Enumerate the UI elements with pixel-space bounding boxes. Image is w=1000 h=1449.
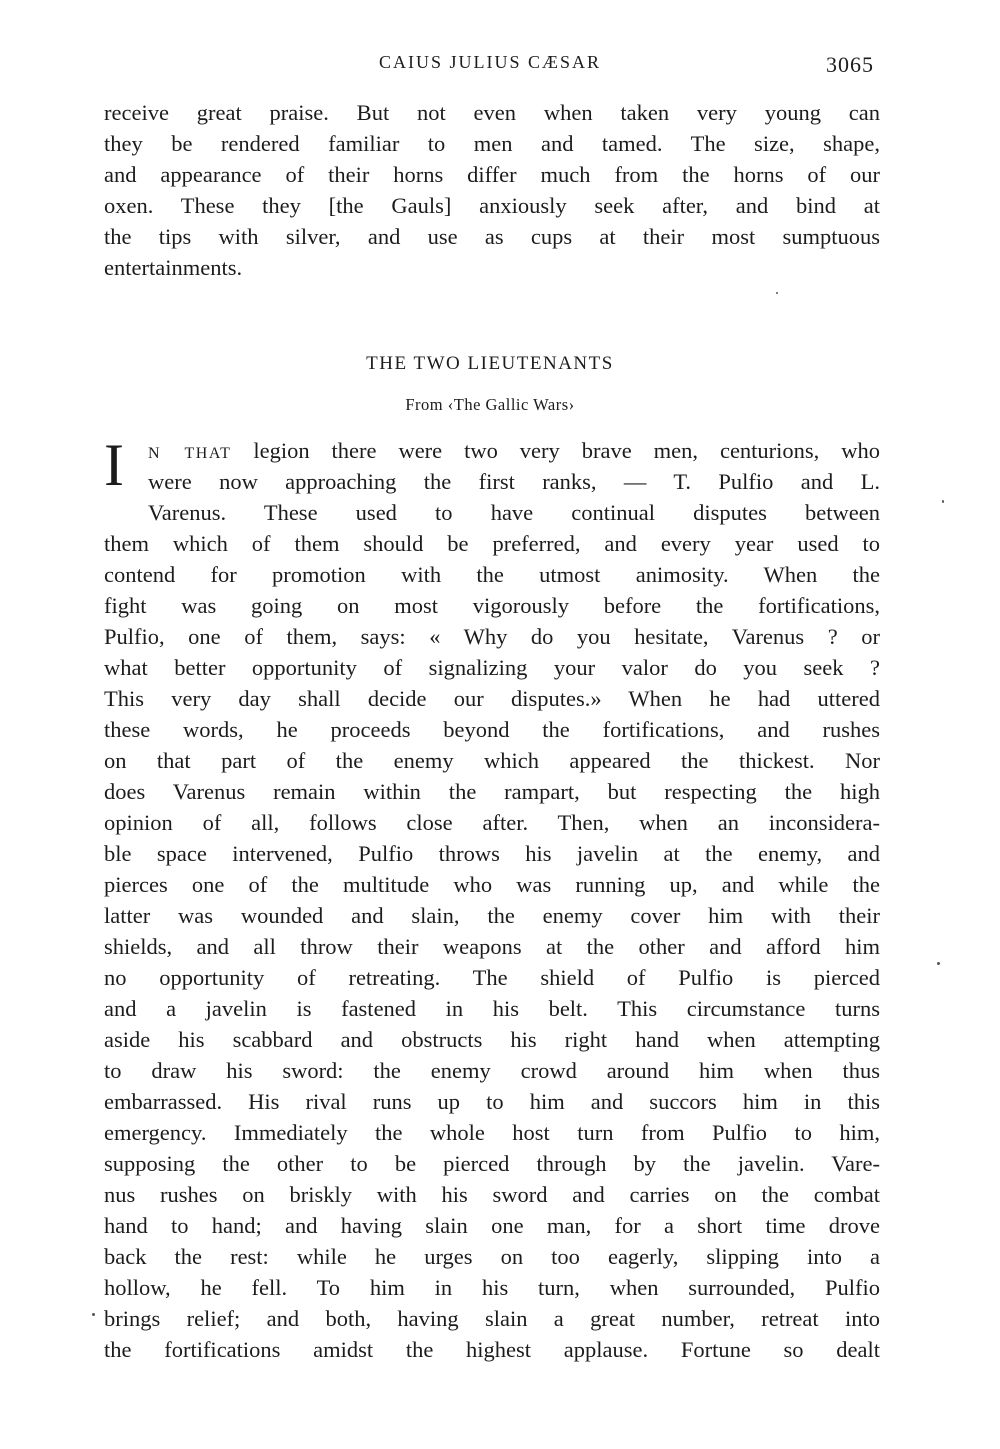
text-line: the fortifications amidst the highest applause. Fortune so dealt <box>104 1337 880 1362</box>
text-line: they be rendered familiar to men and tamed. The size, shape, <box>104 131 880 156</box>
section-subtitle: From ‹The Gallic Wars› <box>405 395 575 414</box>
text-line: what better opportunity of signalizing your valor do you seek ? <box>104 655 880 680</box>
running-title: CAIUS JULIUS CÆSAR <box>378 52 602 72</box>
text-line: brings relief; and both, having slain a great number, retreat into <box>104 1306 880 1331</box>
text-line: were now approaching the first ranks, — T. Pulfio and L. <box>148 469 880 494</box>
scan-speck <box>92 1313 95 1316</box>
text-line: on that part of the enemy which appeared the thickest. Nor <box>104 748 880 773</box>
section-title: THE TWO LIEUTENANTS <box>366 353 614 374</box>
text-line: aside his scabbard and obstructs his right hand when attempting <box>104 1027 880 1052</box>
text-line: shields, and all throw their weapons at the other and afford him <box>104 934 880 959</box>
text-line: them which of them should be preferred, and every year used to <box>104 531 880 556</box>
text-line: these words, he proceeds beyond the fortifications, and rushes <box>104 717 880 742</box>
text-line: latter was wounded and slain, the enemy cover him with their <box>104 903 880 928</box>
text-line: no opportunity of retreating. The shield of Pulfio is pierced <box>104 965 880 990</box>
text-line-first <box>104 435 880 466</box>
text-line: the tips with silver, and use as cups at their most sumptuous <box>104 224 880 249</box>
text-line: supposing the other to be pierced through by the javelin. Vare- <box>104 1151 880 1176</box>
text-line: contend for promotion with the utmost animosity. When the <box>104 562 880 587</box>
scan-speck <box>776 292 778 294</box>
page-number: 3065 <box>826 52 874 77</box>
text-line: and a javelin is fastened in his belt. This circumstance turns <box>104 996 880 1021</box>
text-line: hand to hand; and having slain one man, for a short time drove <box>104 1213 880 1238</box>
intro-paragraph <box>104 97 880 283</box>
running-header <box>0 50 1000 80</box>
text-line: This very day shall decide our disputes.» When he had uttered <box>104 686 880 711</box>
text-line: opinion of all, follows close after. Then, when an inconsidera- <box>104 810 880 835</box>
text-line: fight was going on most vigorously before the fortifications, <box>104 593 880 618</box>
scan-speck <box>942 500 944 503</box>
text-line: hollow, he fell. To him in his turn, when surrounded, Pulfio <box>104 1275 880 1300</box>
text-line: back the rest: while he urges on too eagerly, slipping into a <box>104 1244 880 1269</box>
text-line: nus rushes on briskly with his sword and carries on the combat <box>104 1182 880 1207</box>
drop-cap: I <box>104 432 124 498</box>
text-line: to draw his sword: the enemy crowd around him when thus <box>104 1058 880 1083</box>
first-line-rest: legion there were two very brave men, centurions, who <box>231 438 881 463</box>
text-line: pierces one of the multitude who was running up, and while the <box>104 872 880 897</box>
text-line: does Varenus remain within the rampart, but respecting the high <box>104 779 880 804</box>
story-paragraph <box>104 432 881 1365</box>
text-line: receive great praise. But not even when taken very young can <box>104 100 880 125</box>
text-line: Varenus. These used to have continual disputes between <box>148 500 880 525</box>
text-line: emergency. Immediately the whole host turn from Pulfio to him, <box>104 1120 880 1145</box>
text-line: oxen. These they [the Gauls] anxiously seek after, and bind at <box>104 193 880 218</box>
text-line: and appearance of their horns differ much from the horns of our <box>104 162 880 187</box>
text-line: ble space intervened, Pulfio throws his javelin at the enemy, and <box>104 841 880 866</box>
text-line: entertainments. <box>104 255 243 280</box>
text-line: Pulfio, one of them, says: « Why do you hesitate, Varenus ? or <box>104 624 880 649</box>
text-line: embarrassed. His rival runs up to him and succors him in this <box>104 1089 880 1114</box>
scan-speck <box>937 962 940 965</box>
opening-words: n that <box>148 438 232 463</box>
